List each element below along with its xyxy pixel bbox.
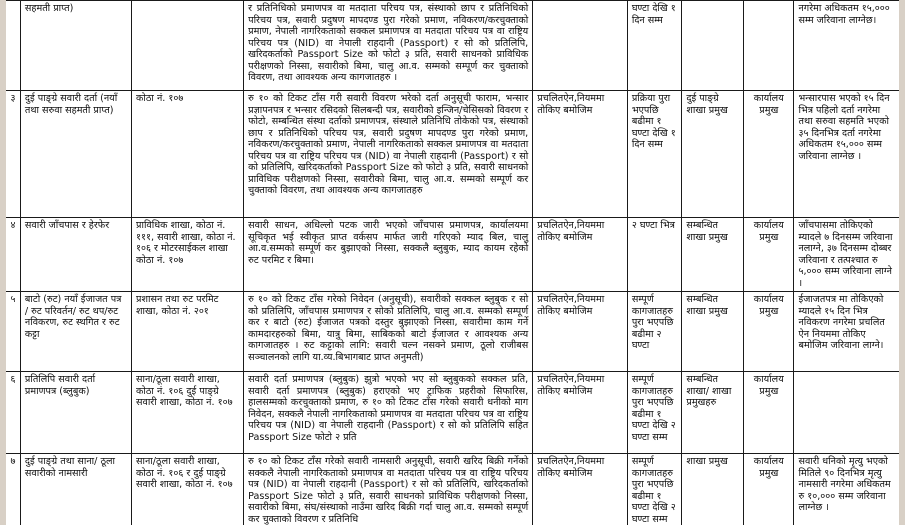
required-documents: रु १० को टिकट टाँस गरी सवारी विवरण भरेको दर्ता अनुसूची फाराम, भन्सार प्रज्ञापनपत्र र भन्सार रसिदको सिलबन्दी पत्र, सवारीको इन्जिन/चेसिसको विवरण र फोटो, सम्बन्धित संस्था दर्ताको प्रमाणपत्र, संस्थाले प्रतिनिधि तोकेको पत्र, संस्थाको छाप र प्रतिनिधिको परिचय पत्र, सवारी प्रदुषण मापदण्ड पुरा गरेको प्रमाण, नविकरण/करचुक्ताको प्रमाण, नेपाली नागरिकताको सक्कल प्रमाणपत्र वा मतदाता परिचय पत्र वा राष्ट्रिय परिचय पत्र (NID) वा नेपाली राहदानी (Passport) र सो को प्रतिलिपि, खरिदकर्ताको Passport Size को फोटो ३ प्रति, सवारी साधनको प्राविधिक परीक्षणको निस्सा, सवारीको बिमा, चालु आ.व. सम्मको सम्पूर्ण कर चुक्ताको विवरण, तथा आवश्यक अन्य कागजातहरु bbox=[244, 91, 533, 218]
remarks: ईजाजतपत्र मा तोकिएको म्यादले १५ दिन भित्र नविकरण नगरेमा प्रचलित ऐन नियममा तोकिए बमोजिम जरिवाना लाग्ने। bbox=[794, 292, 899, 372]
serial-number: ४ bbox=[6, 218, 20, 292]
service-name: सवारी जाँचपास र हेरफेर bbox=[20, 218, 131, 292]
table-row bbox=[6, 1, 899, 91]
service-fee: प्रचलितऐन,नियममा तोकिए बमोजिम bbox=[533, 292, 628, 372]
responsible-official: सम्बन्धित शाखा प्रमुख bbox=[682, 218, 744, 292]
service-fee: प्रचलितऐन,नियममा तोकिए बमोजिम bbox=[533, 91, 628, 218]
required-documents: रु १० को टिकट टाँस गरेको सवारी नामसारी अनुसूची, सवारी खरिद बिक्री गर्नेको सक्कलै नेपाली नागरिकताको प्रमाणपत्र वा मतदाता परिचय पत्र वा राष्ट्रिय परिचय पत्र (NID) वा नेपाली राहदानी (Passport) र सो को प्रतिलिपि, खरिदकर्ताको Passport Size फोटो ३ प्रति, सवारी साधनको प्राविधिक परीक्षणको निस्सा, सवारीको बिमा, संघ/संस्थाको नाउँमा खरिद बिक्री गर्दा चालु आ.व. सम्मको सम्पूर्ण कर चुक्ताको विवरण र प्रतिनिधि bbox=[244, 454, 533, 525]
table-row bbox=[6, 91, 899, 218]
serial-number bbox=[6, 1, 20, 91]
page-edge-right bbox=[899, 0, 905, 525]
responsible-branch: प्राविधिक शाखा, कोठा नं. १११, सवारी शाखा, कोठा नं. १०६ र मोटरसाईकल शाखा कोठा नं. १०७ bbox=[132, 218, 244, 292]
remarks: भन्सारपास भएको १५ दिन भित्र पहिलो दर्ता नगरेमा तथा सरुवा सहमति भएको ३५ दिनभित्र दर्ता नगरेमा अधिकतम १५,००० सम्म जरिवाना लाग्नेछ । bbox=[794, 91, 899, 218]
time-taken: प्रक्रिया पुरा भएपछि बढीमा १ घण्टा देखि १ दिन सम्म bbox=[627, 91, 682, 218]
required-documents: रु १० को टिकट टाँस गरेको निवेदन (अनुसूची), सवारीको सक्कल ब्लुबुक र सो को प्रतिलिपि, जाँचपास प्रमाणपत्र र सोको प्रतिलिपि, चालु आ.व. सम्मको सम्पूर्ण कर र बाटो (रुट) ईजाजत पत्रको दस्तुर बुझाएको निस्सा, सवारीमा काम गर्ने कामदारहरुको बिमा, यात्रु बिमा, साबिकको बाटो ईजाजत र आवश्यक अन्य कागजातहरु । रुट कट्टाको लागि: सवारी चल्न नसक्ने प्रमाण, ठूलो राजीबस सञ्चालनको लागि या.व्य.बिभागबाट प्राप्त अनुमती) bbox=[244, 292, 533, 372]
responsible-branch: साना/ठूला सवारी शाखा, कोठा नं. १०६ दुई पाङ्ग्रे सवारी शाखा, कोठा नं. १०७ bbox=[132, 372, 244, 454]
remarks: सवारी धनिको मृत्यु भएको मितिले ९० दिनभित्र मृत्यु नामसारी नगरेमा अधिकतम रु १०,००० सम्म जरिवाना लाग्नेछ । bbox=[794, 454, 899, 525]
responsible-official bbox=[682, 1, 744, 91]
table-row bbox=[6, 454, 899, 525]
required-documents: सवारी साधन, अधिल्लो पटक जारी भएको जाँचपास प्रमाणपत्र, कार्यालयमा सूचिकृत भई स्वीकृत प्राप्त वर्कसप मार्फत जारी गरिएको म्याद बिल, चालु आ.व.सम्मको सम्पूर्ण कर बुझाएको निस्सा, सक्कलै ब्लुबुक, म्याद कायम रहेको रुट परमिट र बिमा। bbox=[244, 218, 533, 292]
table-row bbox=[6, 292, 899, 372]
service-fee: प्रचलितऐन,नियममा तोकिए बमोजिम bbox=[533, 218, 628, 292]
responsible-branch: प्रशासन तथा रुट परमिट शाखा, कोठा नं. २०१ bbox=[132, 292, 244, 372]
serial-number: ५ bbox=[6, 292, 20, 372]
responsible-branch bbox=[132, 1, 244, 91]
citizen-charter-table bbox=[6, 0, 899, 525]
grievance-officer bbox=[744, 1, 794, 91]
service-name: दुई पाङ्ग्रे सवारी दर्ता (नयाँ तथा सरुवा सहमती प्राप्त) bbox=[20, 91, 131, 218]
responsible-branch: कोठा नं. १०७ bbox=[132, 91, 244, 218]
remarks: नगरेमा अधिकतम १५,००० सम्म जरिवाना लाग्नेछ। bbox=[794, 1, 899, 91]
serial-number: ६ bbox=[6, 372, 20, 454]
table-row bbox=[6, 372, 899, 454]
responsible-official: दुई पाङ्ग्रे शाखा प्रमुख bbox=[682, 91, 744, 218]
remarks bbox=[794, 372, 899, 454]
time-taken: सम्पूर्ण कागजातहरु पुरा भएपछि बढीमा १ घण्टा देखि २ घण्टा सम्म bbox=[627, 372, 682, 454]
service-name: दुई पाङ्ग्रे तथा साना/ ठूला सवारीको नामसारी bbox=[20, 454, 131, 525]
responsible-official: शाखा प्रमुख bbox=[682, 454, 744, 525]
responsible-official: सम्बन्धित शाखा/ शाखा प्रमुखहरु bbox=[682, 372, 744, 454]
remarks: जाँचपासमा तोकिएको म्यादले ७ दिनसम्म जरिवाना नलाग्ने, ३७ दिनसम्म दोब्बर जरिवाना र तत्पश्चात रु ५,००० सम्म जरिवाना लाग्ने । bbox=[794, 218, 899, 292]
service-fee bbox=[533, 1, 628, 91]
service-name: बाटो (रुट) नयाँ ईजाजत पत्र / रुट परिवर्तन/ रुट थप/रुट नविकरण, रुट स्थगित र रुट कट्टा bbox=[20, 292, 131, 372]
time-taken: सम्पूर्ण कागजातहरु पुरा भएपछि बढीमा २ घण्टा bbox=[627, 292, 682, 372]
required-documents: र प्रतिनिधिको प्रमाणपत्र वा मतदाता परिचय पत्र, संस्थाको छाप र प्रतिनिधिको परिचय पत्र, सवारी प्रदुषण मापदण्ड पुरा गरेको प्रमाण, नविकरण/करचुक्ताको प्रमाण, नेपाली नागरिकताको सक्कल प्रमाणपत्र वा मतदाता परिचय पत्र वा राष्ट्रिय परिचय पत्र (NID) वा नेपाली राहदानी (Passport) र सो को प्रतिलिपि, खरिदकर्ताको Passport Size को फोटो ३ प्रति, सवारी साधनको प्राविधिक परीक्षणको निस्सा, सवारीको बिमा, चालु आ.व. सम्मको सम्पूर्ण कर चुक्ताको विवरण, तथा आवश्यक अन्य कागजातहरु । bbox=[244, 1, 533, 91]
time-taken: २ घण्टा भित्र bbox=[627, 218, 682, 292]
required-documents: सवारी दर्ता प्रमाणपत्र (ब्लुबुक) झुत्रो भएको भए सो ब्लुबुकको सक्कल प्रति, सवारी दर्ता प्रमाणपत्र (ब्लुबुक) हराएको भए ट्राफिक प्रहरीको सिफारिस, हालसम्मको करचुक्ताको प्रमाण, रु १० को टिकट टाँस गरेको सवारी धनीको माग निवेदन, सक्कलै नेपाली नागरिकताको प्रमाणपत्र वा मतदाता परिचय पत्र वा राष्ट्रिय परिचय पत्र (NID) वा नेपाली राहदानी (Passport) र सो को प्रतिलिपि सहित Passport Size फोटो २ प्रति bbox=[244, 372, 533, 454]
service-fee: प्रचलितऐन,नियममा तोकिए बमोजिम bbox=[533, 454, 628, 525]
time-taken: घण्टा देखि १ दिन सम्म bbox=[627, 1, 682, 91]
serial-number: ७ bbox=[6, 454, 20, 525]
responsible-branch: साना/ठूला सवारी शाखा, कोठा नं. १०६ र दुई पाङ्ग्रे सवारी शाखा, कोठा नं. १०७ bbox=[132, 454, 244, 525]
grievance-officer: कार्यालय प्रमुख bbox=[744, 292, 794, 372]
service-name: सहमती प्राप्त) bbox=[20, 1, 131, 91]
grievance-officer: कार्यालय प्रमुख bbox=[744, 372, 794, 454]
responsible-official: सम्बन्धित शाखा प्रमुख bbox=[682, 292, 744, 372]
table-row bbox=[6, 218, 899, 292]
grievance-officer: कार्यालय प्रमुख bbox=[744, 218, 794, 292]
time-taken: सम्पूर्ण कागजातहरु पुरा भएपछि बढीमा १ घण्टा देखि २ घण्टा सम्म bbox=[627, 454, 682, 525]
serial-number: ३ bbox=[6, 91, 20, 218]
grievance-officer: कार्यालय प्रमुख bbox=[744, 454, 794, 525]
service-fee: प्रचलितऐन,नियममा तोकिए बमोजिम bbox=[533, 372, 628, 454]
service-name: प्रतिलिपि सवारी दर्ता प्रमाणपत्र (ब्लुबुक) bbox=[20, 372, 131, 454]
grievance-officer: कार्यालय प्रमुख bbox=[744, 91, 794, 218]
